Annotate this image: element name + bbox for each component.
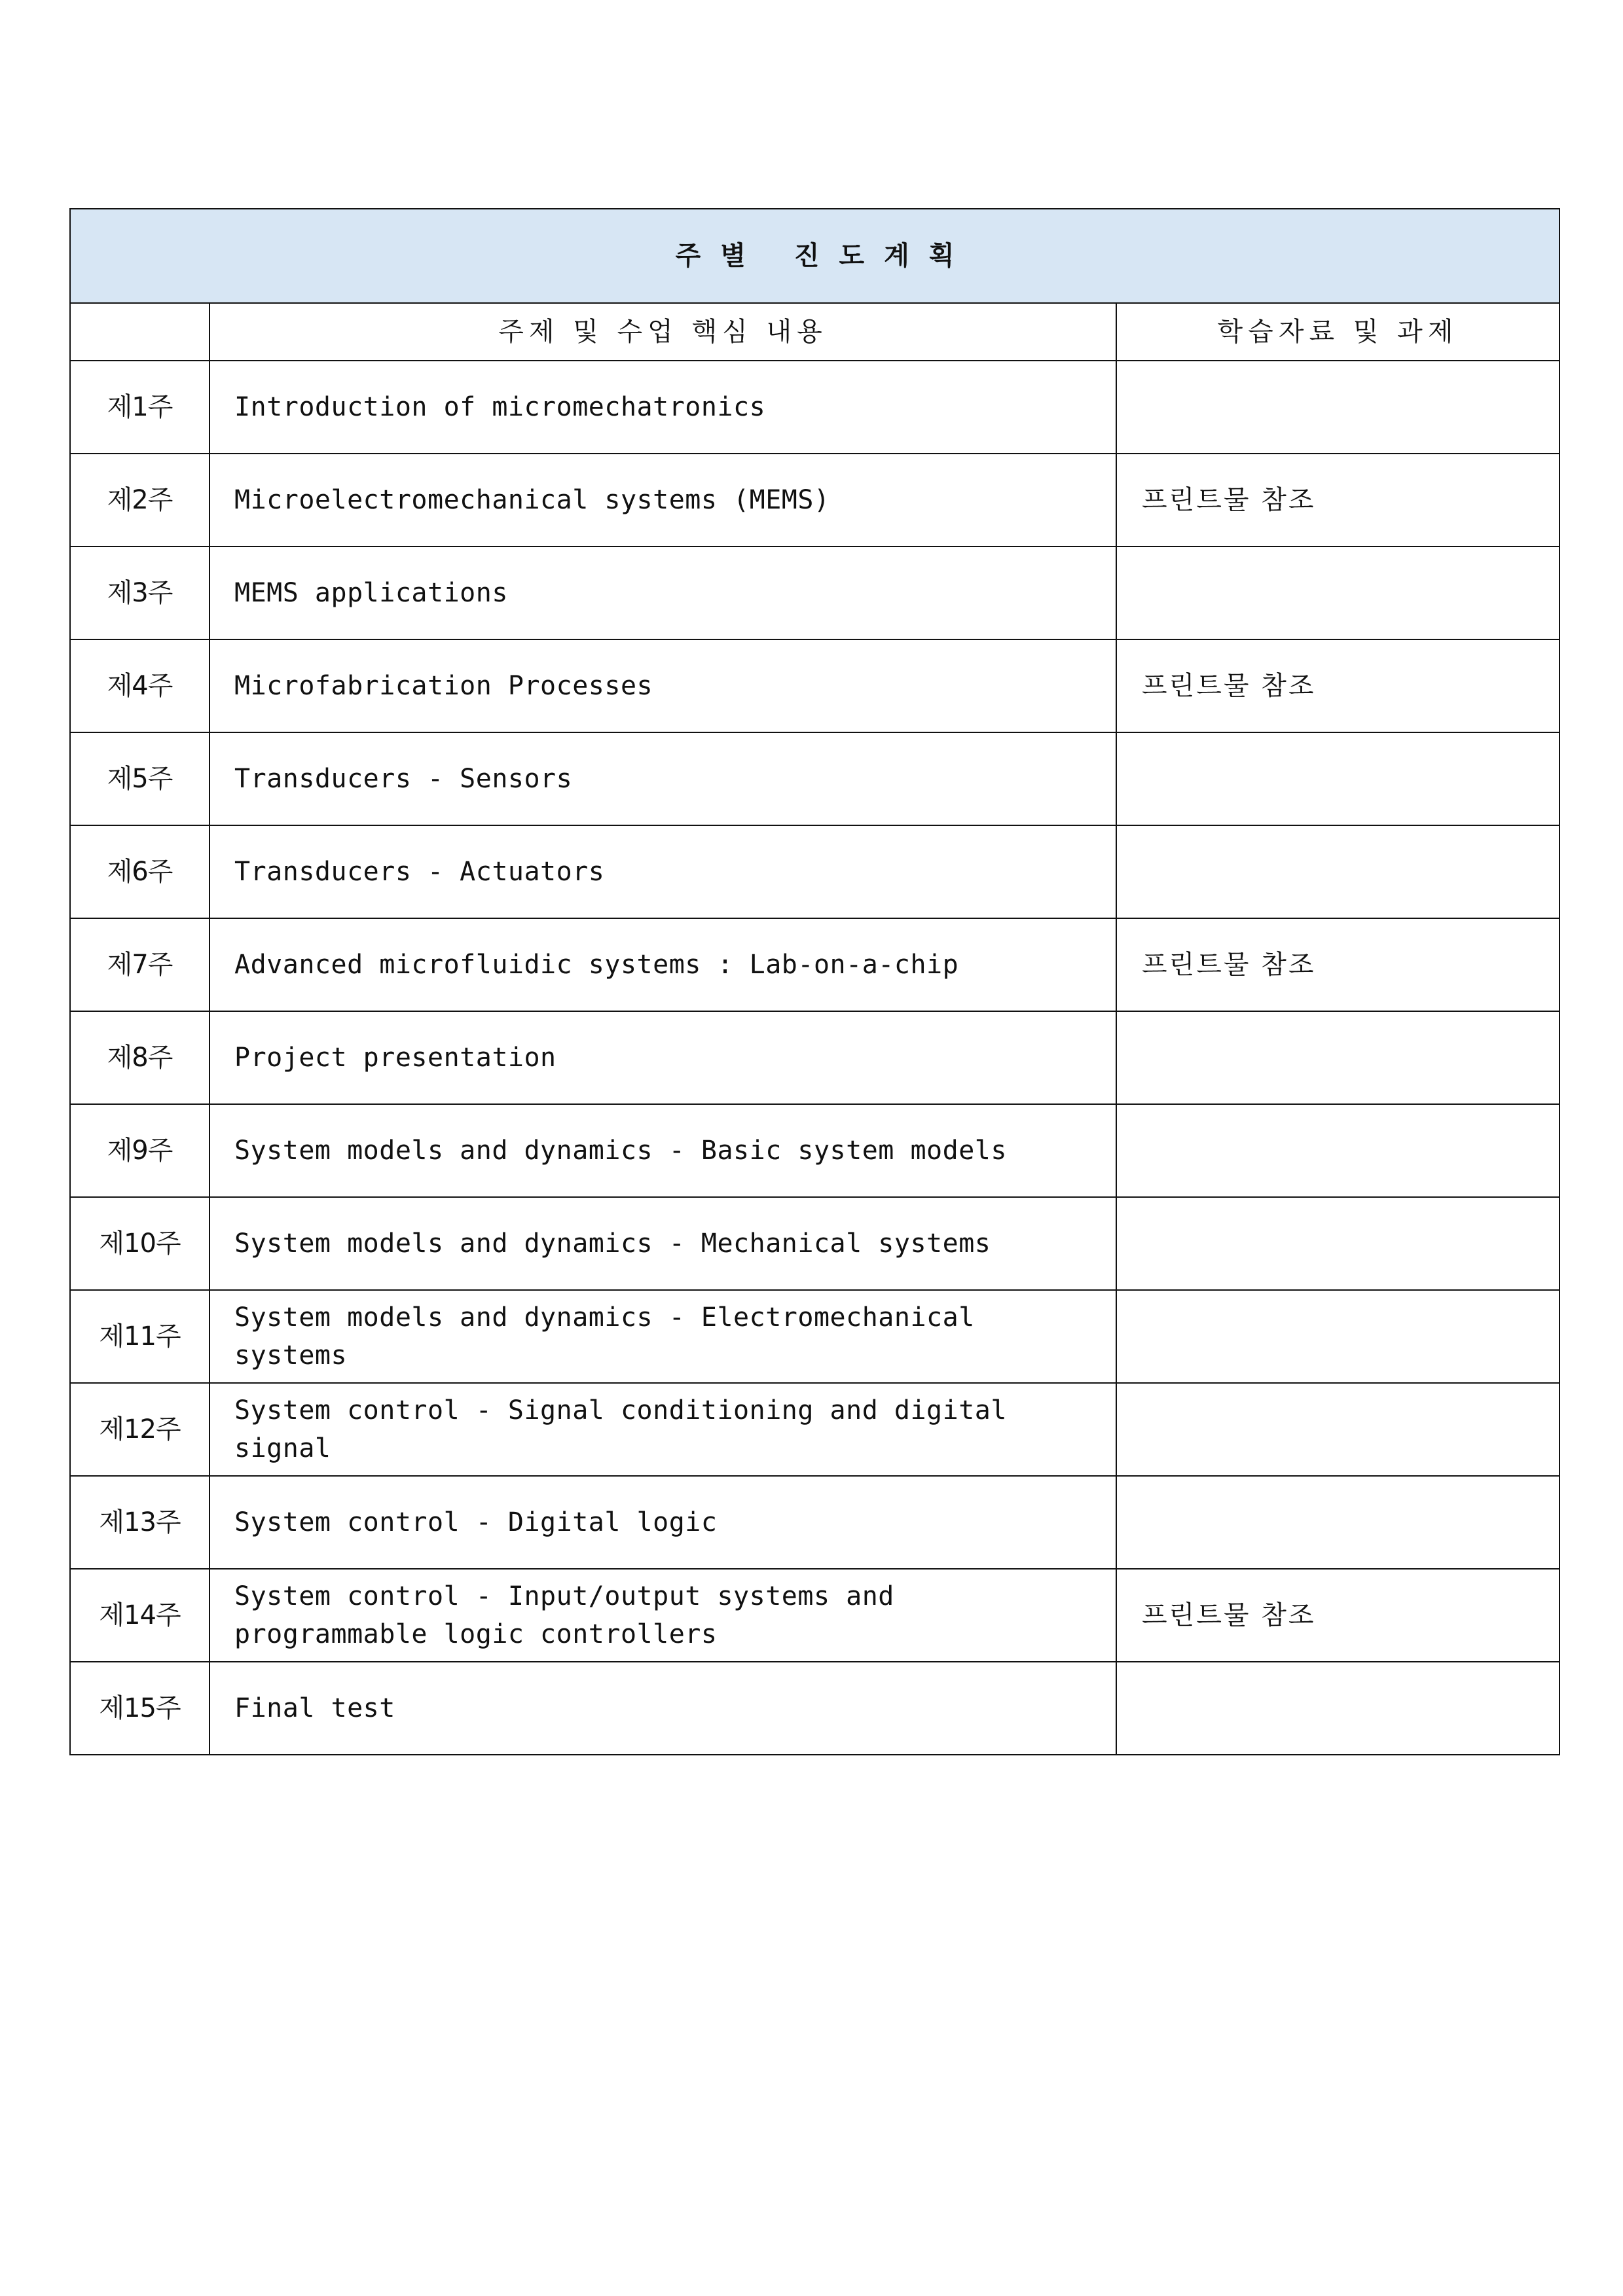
materials-text: 프린트물 참조 bbox=[1116, 1569, 1559, 1662]
materials-text bbox=[1116, 361, 1559, 454]
header-topic: 주제 및 수업 핵심 내용 bbox=[210, 303, 1116, 361]
materials-text: 프린트물 참조 bbox=[1116, 918, 1559, 1011]
week-label: 제14주 bbox=[70, 1569, 210, 1662]
table-row bbox=[70, 732, 1559, 825]
materials-text bbox=[1116, 825, 1559, 918]
topic-text: System models and dynamics - Electromechanical systems bbox=[210, 1290, 1116, 1383]
table-row bbox=[70, 361, 1559, 454]
materials-text bbox=[1116, 1662, 1559, 1755]
table-row bbox=[70, 1197, 1559, 1290]
table-row bbox=[70, 1569, 1559, 1662]
week-label: 제7주 bbox=[70, 918, 210, 1011]
topic-text: System control - Signal conditioning and digital signal bbox=[210, 1383, 1116, 1476]
week-label: 제4주 bbox=[70, 639, 210, 732]
table-row bbox=[70, 454, 1559, 547]
table-row bbox=[70, 1662, 1559, 1755]
table-row bbox=[70, 825, 1559, 918]
topic-text: Advanced microfluidic systems : Lab-on-a-chip bbox=[210, 918, 1116, 1011]
materials-text bbox=[1116, 1476, 1559, 1569]
week-label: 제3주 bbox=[70, 547, 210, 639]
topic-text: Introduction of micromechatronics bbox=[210, 361, 1116, 454]
topic-text: System control - Input/output systems and programmable logic controllers bbox=[210, 1569, 1116, 1662]
week-label: 제12주 bbox=[70, 1383, 210, 1476]
materials-text bbox=[1116, 1197, 1559, 1290]
week-label: 제8주 bbox=[70, 1011, 210, 1104]
header-row bbox=[70, 303, 1559, 361]
header-materials: 학습자료 및 과제 bbox=[1116, 303, 1559, 361]
table-row bbox=[70, 1104, 1559, 1197]
table-row bbox=[70, 1290, 1559, 1383]
table-row bbox=[70, 639, 1559, 732]
week-label: 제15주 bbox=[70, 1662, 210, 1755]
topic-text: Project presentation bbox=[210, 1011, 1116, 1104]
materials-text bbox=[1116, 732, 1559, 825]
week-label: 제11주 bbox=[70, 1290, 210, 1383]
week-label: 제5주 bbox=[70, 732, 210, 825]
title-row bbox=[70, 209, 1559, 303]
topic-text: Microelectromechanical systems (MEMS) bbox=[210, 454, 1116, 547]
week-label: 제1주 bbox=[70, 361, 210, 454]
header-week bbox=[70, 303, 210, 361]
topic-text: System control - Digital logic bbox=[210, 1476, 1116, 1569]
topic-text: System models and dynamics - Mechanical systems bbox=[210, 1197, 1116, 1290]
table-row bbox=[70, 918, 1559, 1011]
materials-text bbox=[1116, 1290, 1559, 1383]
week-label: 제10주 bbox=[70, 1197, 210, 1290]
topic-text: MEMS applications bbox=[210, 547, 1116, 639]
materials-text bbox=[1116, 547, 1559, 639]
week-label: 제13주 bbox=[70, 1476, 210, 1569]
week-label: 제6주 bbox=[70, 825, 210, 918]
materials-text bbox=[1116, 1104, 1559, 1197]
materials-text bbox=[1116, 1011, 1559, 1104]
week-label: 제9주 bbox=[70, 1104, 210, 1197]
materials-text: 프린트물 참조 bbox=[1116, 639, 1559, 732]
weekly-plan-table bbox=[69, 208, 1560, 1755]
table-row bbox=[70, 1011, 1559, 1104]
topic-text: System models and dynamics - Basic system models bbox=[210, 1104, 1116, 1197]
topic-text: Microfabrication Processes bbox=[210, 639, 1116, 732]
table-title: 주별 진도계획 bbox=[70, 209, 1559, 303]
materials-text: 프린트물 참조 bbox=[1116, 454, 1559, 547]
topic-text: Transducers - Sensors bbox=[210, 732, 1116, 825]
topic-text: Transducers - Actuators bbox=[210, 825, 1116, 918]
table-row bbox=[70, 1476, 1559, 1569]
topic-text: Final test bbox=[210, 1662, 1116, 1755]
materials-text bbox=[1116, 1383, 1559, 1476]
table-row bbox=[70, 547, 1559, 639]
table-row bbox=[70, 1383, 1559, 1476]
week-label: 제2주 bbox=[70, 454, 210, 547]
